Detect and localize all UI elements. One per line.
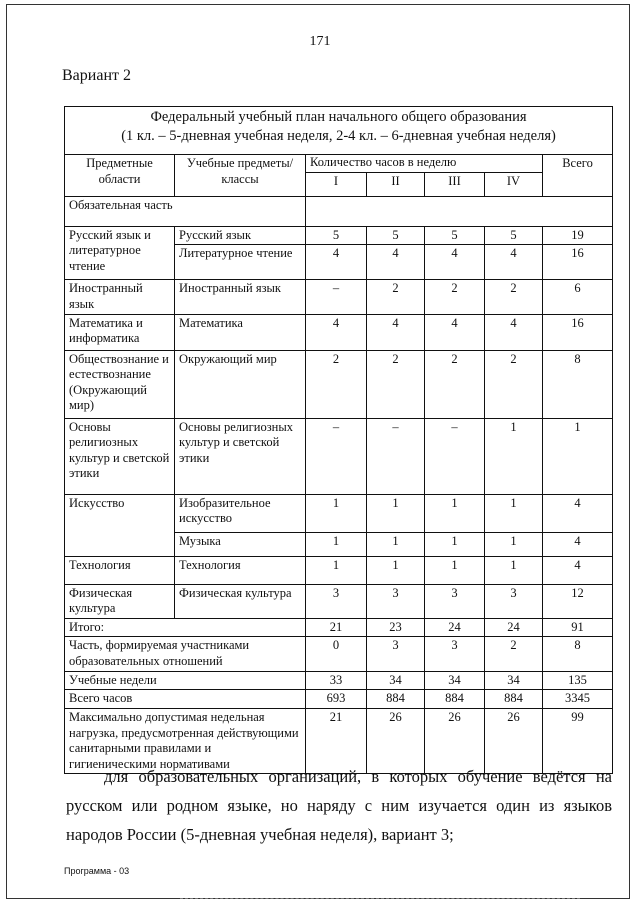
area-cell: Основы религиозных культур и светской этики (65, 418, 175, 494)
hours-cell: 5 (425, 226, 485, 245)
summary-total: 3345 (543, 690, 613, 709)
total-cell: 8 (543, 350, 613, 418)
summary-label: Учебные недели (65, 671, 306, 690)
table-title-line2: (1 кл. – 5-дневная учебная неделя, 2-4 кл. – 6-дневная учебная неделя) (121, 127, 556, 144)
header-grade-2: II (367, 172, 425, 196)
hours-cell: 1 (485, 532, 543, 556)
hours-cell: 1 (485, 494, 543, 532)
summary-cell: 34 (367, 671, 425, 690)
summary-total: 99 (543, 708, 613, 774)
area-cell: Математика и информатика (65, 314, 175, 350)
hours-cell: 4 (367, 245, 425, 280)
hours-cell: 4 (425, 314, 485, 350)
area-cell: Технология (65, 556, 175, 584)
table-title-line1: Федеральный учебный план начального общего образования (150, 109, 527, 125)
summary-cell: 3 (425, 637, 485, 671)
subject-cell: Окружающий мир (175, 350, 306, 418)
hours-cell: 2 (425, 350, 485, 418)
subject-cell: Математика (175, 314, 306, 350)
hours-cell: 1 (425, 556, 485, 584)
body-paragraph: для образовательных организаций, в которых обучение ведётся на русском или родном языке, но наряду с ним изучается один из языков народов России (5-дневная учебная неделя), вариант 3; (66, 767, 612, 844)
hours-cell: 1 (367, 532, 425, 556)
subject-cell: Музыка (175, 532, 306, 556)
curriculum-table (64, 106, 613, 774)
summary-cell: 33 (306, 671, 367, 690)
total-cell: 4 (543, 556, 613, 584)
hours-cell: 1 (367, 556, 425, 584)
hours-cell: 1 (425, 494, 485, 532)
summary-cell: 884 (425, 690, 485, 709)
summary-total: 91 (543, 618, 613, 637)
hours-cell: 2 (367, 350, 425, 418)
summary-cell: 2 (485, 637, 543, 671)
summary-cell: 24 (425, 618, 485, 637)
total-cell: 6 (543, 280, 613, 314)
summary-cell: 26 (367, 708, 425, 774)
hours-cell: 2 (367, 280, 425, 314)
subject-cell: Литературное чтение (175, 245, 306, 280)
subject-cell: Изобразительное искусство (175, 494, 306, 532)
hours-cell: 1 (367, 494, 425, 532)
header-grade-4: IV (485, 172, 543, 196)
hours-cell: 4 (306, 314, 367, 350)
variant-heading: Вариант 2 (62, 67, 131, 84)
summary-total: 8 (543, 637, 613, 671)
hours-cell: 1 (306, 532, 367, 556)
subject-cell: Технология (175, 556, 306, 584)
summary-cell: 21 (306, 618, 367, 637)
hours-cell: 4 (425, 245, 485, 280)
summary-cell: 21 (306, 708, 367, 774)
hours-cell: – (306, 280, 367, 314)
hours-cell: 2 (485, 280, 543, 314)
summary-cell: 23 (367, 618, 425, 637)
area-cell: Иностранный язык (65, 280, 175, 314)
hours-cell: 3 (485, 584, 543, 618)
area-cell: Искусство (65, 494, 175, 556)
hours-cell: 3 (367, 584, 425, 618)
hours-cell: 3 (306, 584, 367, 618)
scan-edge-line (180, 898, 580, 899)
subject-cell: Физическая культура (175, 584, 306, 618)
summary-cell: 884 (367, 690, 425, 709)
hours-cell: 2 (425, 280, 485, 314)
header-hours-per-week: Количество часов в неделю (306, 155, 543, 173)
hours-cell: 4 (306, 245, 367, 280)
summary-cell: 0 (306, 637, 367, 671)
hours-cell: 1 (306, 556, 367, 584)
summary-label: Всего часов (65, 690, 306, 709)
hours-cell: 4 (485, 245, 543, 280)
footer-program-code: Программа - 03 (64, 866, 130, 876)
summary-cell: 24 (485, 618, 543, 637)
hours-cell: 2 (485, 350, 543, 418)
summary-total: 135 (543, 671, 613, 690)
hours-cell: – (425, 418, 485, 494)
hours-cell: 3 (425, 584, 485, 618)
area-cell: Физическая культура (65, 584, 175, 618)
table-title (65, 107, 613, 155)
header-subjects: Учебные предметы/ классы (175, 155, 306, 197)
hours-cell: 1 (425, 532, 485, 556)
total-cell: 4 (543, 494, 613, 532)
area-cell: Русский язык и литературное чтение (65, 226, 175, 280)
hours-cell: 1 (485, 556, 543, 584)
hours-cell: – (306, 418, 367, 494)
summary-label: Итого: (65, 618, 306, 637)
subject-cell: Основы религиозных культур и светской этики (175, 418, 306, 494)
page-number: 171 (309, 34, 331, 49)
summary-cell: 693 (306, 690, 367, 709)
summary-cell: 26 (425, 708, 485, 774)
hours-cell: 4 (485, 314, 543, 350)
summary-label: Часть, формируемая участниками образовательных отношений (65, 637, 306, 671)
header-total: Всего (543, 155, 613, 197)
hours-cell: 4 (367, 314, 425, 350)
header-areas: Предметные области (65, 155, 175, 197)
subject-cell: Иностранный язык (175, 280, 306, 314)
hours-cell: 1 (485, 418, 543, 494)
summary-cell: 34 (485, 671, 543, 690)
total-cell: 19 (543, 226, 613, 245)
area-cell: Обществознание и естествознание (Окружающий мир) (65, 350, 175, 418)
hours-cell: 1 (306, 494, 367, 532)
total-cell: 12 (543, 584, 613, 618)
total-cell: 1 (543, 418, 613, 494)
subject-cell: Русский язык (175, 226, 306, 245)
summary-cell: 26 (485, 708, 543, 774)
hours-cell: 2 (306, 350, 367, 418)
mandatory-part-label: Обязательная часть (65, 196, 306, 226)
header-grade-1: I (306, 172, 367, 196)
header-grade-3: III (425, 172, 485, 196)
hours-cell: 5 (367, 226, 425, 245)
hours-cell: – (367, 418, 425, 494)
summary-label: Максимально допустимая недельная нагрузка, предусмотренная действующими санитарными правилами и гигиеническими нормативами (65, 708, 306, 774)
summary-cell: 3 (367, 637, 425, 671)
total-cell: 4 (543, 532, 613, 556)
summary-cell: 884 (485, 690, 543, 709)
mandatory-part-blank (306, 196, 613, 226)
hours-cell: 5 (485, 226, 543, 245)
hours-cell: 5 (306, 226, 367, 245)
total-cell: 16 (543, 314, 613, 350)
total-cell: 16 (543, 245, 613, 280)
summary-cell: 34 (425, 671, 485, 690)
